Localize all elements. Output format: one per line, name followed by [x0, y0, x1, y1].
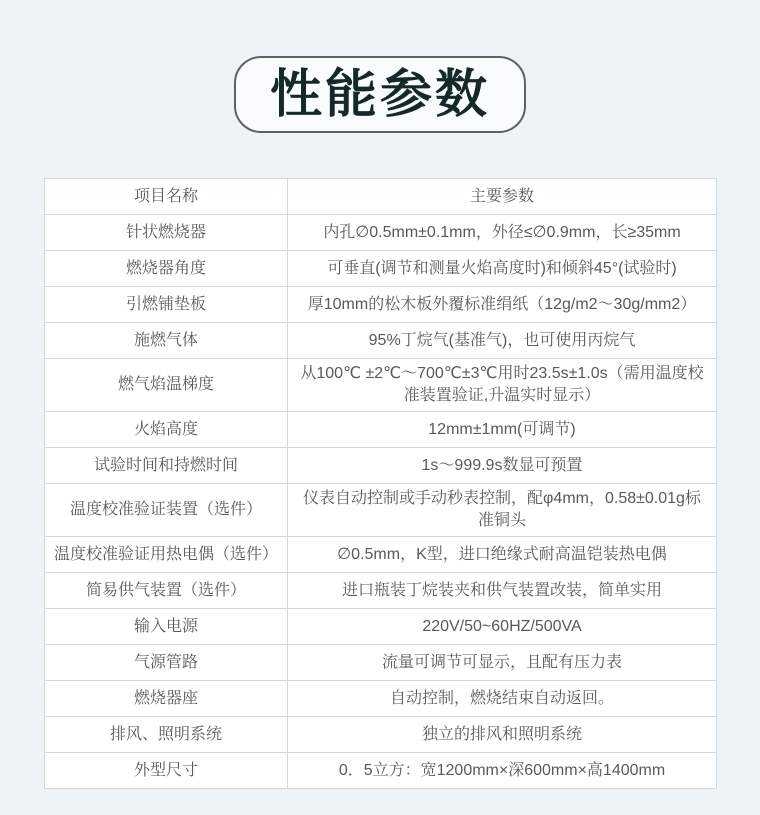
row-item-name: 引燃铺垫板 [45, 287, 288, 323]
row-item-value: 独立的排风和照明系统 [288, 717, 717, 753]
header-main-params: 主要参数 [288, 179, 717, 215]
table-row [45, 448, 717, 484]
table-row [45, 323, 717, 359]
table-body [45, 215, 717, 789]
row-item-value: 从100℃ ±2℃～700℃±3℃用时23.5s±1.0s（需用温度校准装置验证,升温实时显示） [288, 359, 717, 412]
row-item-value: 12mm±1mm(可调节) [288, 412, 717, 448]
table-row [45, 645, 717, 681]
row-item-value: 95%丁烷气(基准气)，也可使用丙烷气 [288, 323, 717, 359]
table-row [45, 609, 717, 645]
table-row [45, 573, 717, 609]
row-item-name: 温度校准验证装置（选件） [45, 484, 288, 537]
page-title: 性能参数 [269, 65, 491, 124]
row-item-name: 简易供气装置（选件） [45, 573, 288, 609]
row-item-value: 进口瓶装丁烷装夹和供气装置改装，简单实用 [288, 573, 717, 609]
row-item-value: 1s～999.9s数显可预置 [288, 448, 717, 484]
table-row [45, 359, 717, 412]
row-item-name: 针状燃烧器 [45, 215, 288, 251]
table-row [45, 251, 717, 287]
table-row [45, 717, 717, 753]
row-item-value: 厚10mm的松木板外覆标准绢纸（12g/m2～30g/mm2） [288, 287, 717, 323]
row-item-name: 试验时间和持燃时间 [45, 448, 288, 484]
table-row [45, 287, 717, 323]
row-item-name: 燃烧器座 [45, 681, 288, 717]
row-item-value: 流量可调节可显示，且配有压力表 [288, 645, 717, 681]
table-row [45, 484, 717, 537]
table-row [45, 412, 717, 448]
row-item-name: 排风、照明系统 [45, 717, 288, 753]
row-item-value: 0．5立方：宽1200mm×深600mm×高1400mm [288, 753, 717, 789]
row-item-value: 220V/50~60HZ/500VA [288, 609, 717, 645]
row-item-value: 自动控制，燃烧结束自动返回。 [288, 681, 717, 717]
spec-table [44, 178, 717, 789]
table-row [45, 681, 717, 717]
row-item-name: 外型尺寸 [45, 753, 288, 789]
row-item-name: 温度校准验证用热电偶（选件） [45, 537, 288, 573]
title-badge [234, 56, 526, 133]
row-item-name: 施燃气体 [45, 323, 288, 359]
row-item-value: ∅0.5mm，K型，进口绝缘式耐高温铠装热电偶 [288, 537, 717, 573]
row-item-name: 火焰高度 [45, 412, 288, 448]
table-row [45, 753, 717, 789]
row-item-value: 内孔∅0.5mm±0.1mm，外径≤∅0.9mm，长≥35mm [288, 215, 717, 251]
row-item-value: 仪表自动控制或手动秒表控制，配φ4mm，0.58±0.01g标准铜头 [288, 484, 717, 537]
table-header-row [45, 179, 717, 215]
row-item-name: 燃气焰温梯度 [45, 359, 288, 412]
row-item-value: 可垂直(调节和测量火焰高度时)和倾斜45°(试验时) [288, 251, 717, 287]
row-item-name: 燃烧器角度 [45, 251, 288, 287]
row-item-name: 输入电源 [45, 609, 288, 645]
row-item-name: 气源管路 [45, 645, 288, 681]
header-item-name: 项目名称 [45, 179, 288, 215]
table-row [45, 537, 717, 573]
table-row [45, 215, 717, 251]
